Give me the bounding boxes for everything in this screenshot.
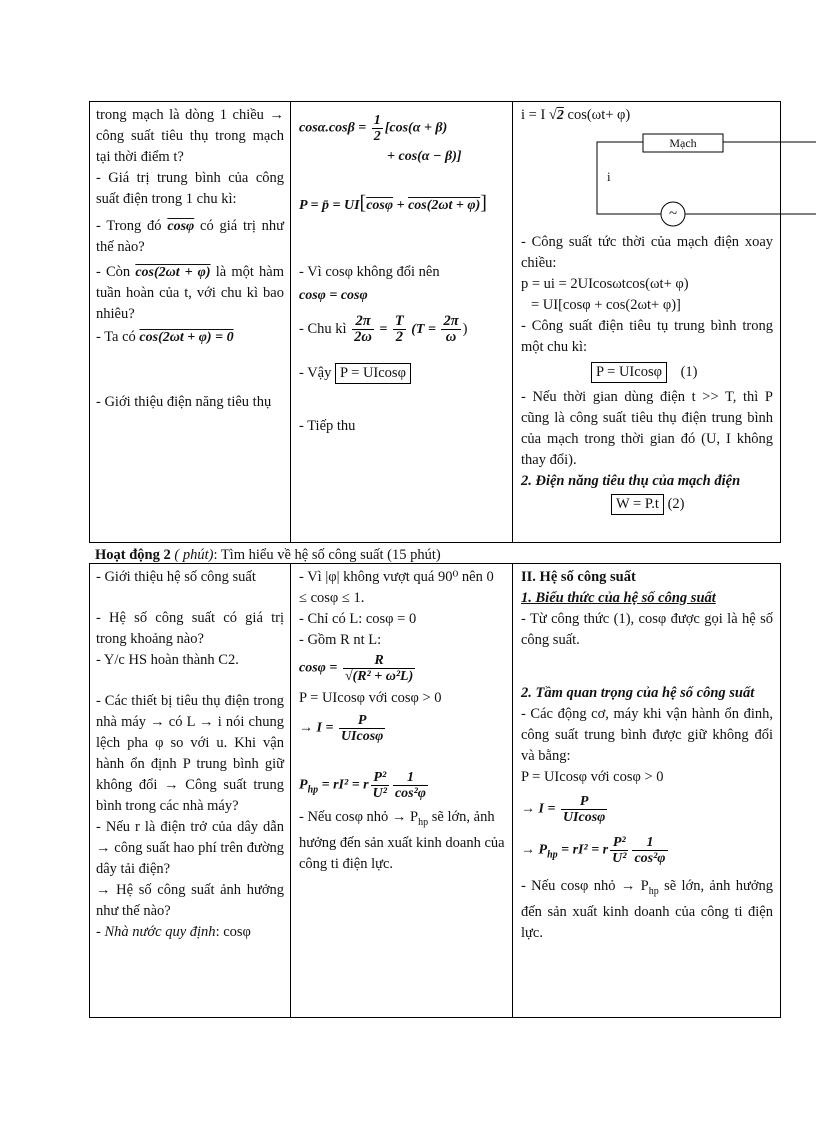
s1c3-instant-power-eq1: p = ui = 2UIcosωtcos(ωt+ φ) [521,276,689,292]
s2c2-f3-frac1 [371,770,389,801]
s2c2-note-suffix: sẽ lớn, ảnh hưởng đến sản xuất kinh doanh của công ti điện lực. [299,809,505,872]
s2-teacher-column [91,565,289,945]
s2c2-r-and-l: - Gồm R nt L: [299,632,382,648]
s1c1-s5-prefix: - Ta có [96,329,136,345]
s2c3-f2-den2: cos²φ [634,851,666,866]
s2c2-small-cos-note [299,807,505,875]
s2c1-loss-question: - Nếu r là điện trở của dây dẫn → công suất hao phí trên đường dây tải điện? [96,819,284,877]
s1c2-f4-num3: 2π [443,313,459,329]
circuit-diagram [595,130,816,228]
s1c2-f1-den: 2 [373,129,381,144]
s1c1-q4-formula: cos(2ωt + φ) [135,265,211,280]
s2c2-f3-den1: U² [372,786,387,801]
s2c2-f1-lhs: cosφ = [299,660,341,676]
s1c3-l1-suffix: cos(ωt+ φ) [563,107,631,123]
s1c1-q3-suffix: có giá trị như thế nào? [96,218,285,255]
s1c1-question-2: - Giá trị trung bình của công suất điện trong 1 chu kì: [96,170,284,207]
s2c1-regulation-label: - Nhà nước quy định [96,924,216,940]
s1c1-q3-formula: cosφ [167,219,195,234]
s2c1-task-c2: - Y/c HS hoàn thành C2. [96,652,239,668]
s2c3-current-formula [521,794,773,825]
s2c3-note-sub: hp [648,885,659,897]
s2c3-f2-frac1 [610,835,628,866]
s2c2-f3-sub: hp [307,784,319,796]
s2c3-f1-num: P [561,794,607,810]
s2c1-regulation-value: : cosφ [215,924,251,940]
s2c1-regulation [96,922,284,943]
s1c2-f4-frac2 [393,314,406,345]
s2c3-note-prefix: - Nếu cosφ nhỏ → P [521,878,649,894]
table1-bottom-border [89,542,781,543]
s1c1-statement-5 [96,327,284,348]
s2c2-f2-frac [339,713,385,744]
activity-time-note: ( phút) [174,547,214,563]
s1c2-cos-constant: cosφ = cosφ [299,288,368,303]
table2-divider-1 [290,563,291,1018]
s2c2-f3-num2: 1 [393,770,428,786]
circuit-current-label: i [607,169,611,184]
s1c1-question-3 [96,216,284,258]
s1c3-instant-power-title: - Công suất tức thời của mạch điện xoay chiều: [521,234,773,271]
s2c2-f2-lhs: → I = [299,720,337,736]
s1c2-f4-num2: T [394,313,404,329]
activity-label: Hoạt động 2 [95,547,171,563]
s2c1-factory-question: - Các thiết bị tiêu thụ điện trong nhà máy → có L → i nói chung lệch pha φ so với u. Khi vận hành ổn định P trung bình giữ không đổi → Công suất trung bình trong các nhà máy? [96,693,284,814]
s2c3-f2-p: → P [521,842,548,858]
s2c2-note-prefix: - Nếu cosφ nhỏ → P [299,809,419,825]
s2c3-motor-note: - Các động cơ, máy khi vận hành ổn đinh, công suất trung bình được giữ không đổi và bằng: [521,706,773,764]
s2c3-definition: - Từ công thức (1), cosφ được gọi là hệ số công suất. [521,611,773,648]
s2c1-question-range: - Hệ số công suất có giá trị trong khoảng nào? [96,610,284,647]
s2c3-expression-heading: 1. Biểu thức của hệ số công suất [521,590,716,606]
s2c2-cos-formula [299,653,505,684]
s2c3-f2-num1: P² [610,835,628,851]
s1c3-long-time-note: - Nếu thời gian dùng điện t >> T, thì P cũng là công suất tiêu thụ điện trung bình của mạch trong thời gian đó (U, I không thay đổi). [521,389,773,468]
s1c2-f4-frac3 [441,314,460,345]
s2c2-only-l: - Chỉ có L: cosφ = 0 [299,611,417,627]
s1-teacher-column [91,103,289,415]
s1c2-average-power: P = p̄ = UI[cosφ + cos(2ωt + φ)] [299,192,487,214]
s2c3-f2-sub: hp [547,849,558,861]
s2c3-importance-heading: 2. Tầm quan trọng của hệ số công suất [521,685,755,701]
s1c3-average-power-title: - Công suất điện tiêu tụ trung bình trong một chu kì: [521,318,773,355]
s1c1-q3-prefix: - Trong đó [96,218,162,234]
s1c3-box-energy: W = P.t [611,494,664,515]
s1c1-s5-formula: cos(2ωt + φ) = 0 [139,330,234,345]
s2c1-intro: - Giới thiệu hệ số công suất [96,569,256,585]
circuit-box-label: Mạch [669,136,697,150]
s2c3-f2-frac2 [632,835,667,866]
s1c3-average-power-formula [521,362,773,383]
s1c2-conclusion-label: - Vậy [299,365,332,381]
s1c2-f2-cos: cosφ [366,198,394,213]
s1c3-eq-number-1: (1) [680,364,698,380]
s2c2-f1-den: √(R² + ω²L) [344,669,414,684]
table2-left-border [89,563,90,1018]
s1-student-column [294,103,510,439]
s2c3-f1-frac [561,794,607,825]
table2-divider-2 [512,563,513,1018]
s2c3-section-heading: II. Hệ số công suất [521,569,636,585]
s1c3-current-expression [521,105,773,126]
s1c2-f4-frac1 [352,314,374,345]
s2c3-power-statement: P = UIcosφ với cosφ > 0 [521,769,664,785]
s2c2-f1-num: R [343,653,415,669]
s1c1-q4-suffix: là một hàm tuần hoàn của t, với chu kì bao nhiêu? [96,264,284,322]
activity-duration: (15 phút) [387,547,441,563]
s1c2-trig-identity [299,113,505,167]
s1c3-energy-heading: 2. Điện năng tiêu thụ của mạch điện [521,473,741,489]
s1c2-f2-lhs: P = p̄ = UI [299,198,360,213]
s1c2-f1-half [372,113,383,144]
s2c2-f3-p: P [299,777,308,793]
s1c1-q4-prefix: - Còn [96,264,131,280]
s2c2-power-statement: P = UIcosφ với cosφ > 0 [299,690,442,706]
s2c3-f2-num2: 1 [632,835,667,851]
table2-bottom-border [89,1017,781,1018]
s1c2-f2-cos2: cos(2ωt + φ) [408,198,481,213]
s1c2-period-label: - Chu kì [299,320,347,337]
s2c2-f3-mid: = rI² = r [318,777,369,793]
s1c2-conclusion [299,363,505,384]
table1-divider-1 [290,101,291,543]
s2c1-influence-question: → Hệ số công suất ảnh hưởng như thế nào? [96,882,284,919]
s1c2-f1-term2: + cos(α − β)] [387,149,462,164]
table1-top-border [89,101,781,102]
s2c2-f2-den: UIcosφ [340,729,384,744]
s1c2-conclusion-formula: P = UIcosφ [335,363,411,384]
s1c2-f2-plus: + [393,198,409,213]
table1-divider-2 [512,101,513,543]
s2c2-f3-num1: P² [371,770,389,786]
s2-content-column [516,565,778,946]
s1c2-f4-den1: 2ω [354,329,372,345]
table2-right-border [780,563,781,1018]
s1c3-l1-prefix: i = I [521,107,546,123]
activity-heading [95,545,441,566]
s1c1-question-4 [96,262,284,325]
s1c2-answer-4: - Tiếp thu [299,418,356,434]
s1c2-f1-lhs: cosα.cosβ = [299,120,370,136]
s1c3-instant-power-eq2: = UI[cosφ + cos(2ωt+ φ)] [531,297,681,313]
s1c1-statement-6: - Giới thiệu điện năng tiêu thụ [96,394,272,410]
s2c2-loss-formula [299,770,505,801]
s2c3-small-cos-note [521,876,773,944]
s2c2-current-formula [299,713,505,744]
s2-student-column [294,565,510,877]
s2c2-f3-frac2 [393,770,428,801]
s1c1-question-1: trong mạch là dòng 1 chiều → công suất tiêu thụ trong mạch tại thời điểm t? [96,107,284,165]
s2c2-phase-range: - Vì |φ| không vượt quá 90⁰ nên 0 ≤ cosφ ≤ 1. [299,569,494,606]
s1c3-box-power: P = UIcosφ [591,362,667,383]
s1c2-f4-den2: 2 [395,329,403,345]
s2c2-f3-den2: cos²φ [394,786,426,801]
ac-source-icon: ~ [668,206,678,222]
s1c2-f4-num1: 2π [352,314,374,330]
s1c2-period [299,314,505,345]
s1c2-f4-eq: = [375,321,391,337]
s1-content-column [516,103,778,517]
s2c3-loss-formula [521,835,773,866]
s2c3-f1-den: UIcosφ [562,810,606,825]
s2c3-note-suffix: sẽ lớn, ảnh hưởng đến sản xuất kinh doanh của công ti điện lực. [521,878,773,941]
sqrt-icon: √ [548,107,557,123]
s1c2-f4-den3: ω [445,329,457,345]
s1c3-eq-number-2: (2) [667,496,685,512]
s1c2-f1-num: 1 [373,113,381,128]
s1c2-f4-close: ) [462,320,468,337]
s2c3-f2-mid: = rI² = r [557,842,609,858]
s1c3-l1-root: 2 [556,108,564,123]
s1c2-f4-paren: (T = [407,321,440,337]
table1-left-border [89,101,90,543]
s2c2-f2-num: P [339,713,385,729]
s1c2-f1-term1: [cos(α + β) [384,120,448,136]
s2c2-f1-frac [343,653,415,684]
s2c3-f1-lhs: → I = [521,801,559,817]
s1c2-answer-1: - Vì cosφ không đổi nên [299,264,440,280]
s2c3-f2-den1: U² [612,851,627,866]
activity-title: : Tìm hiểu về hệ số công suất [213,547,384,563]
s2c2-note-sub: hp [418,816,429,828]
s1c3-energy-formula [521,494,773,515]
